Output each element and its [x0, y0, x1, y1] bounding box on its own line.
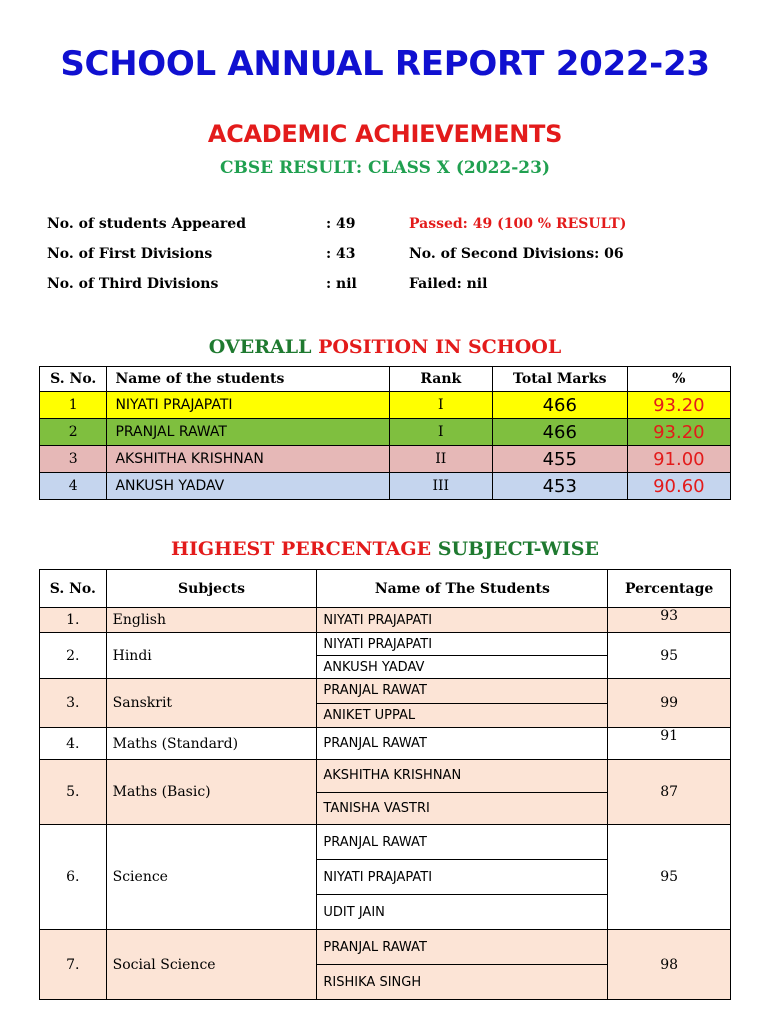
- student-name: NIYATI PRAJAPATI: [317, 608, 607, 632]
- subject-cell: Science: [106, 825, 317, 930]
- serial-number-cell: 2.: [40, 633, 107, 679]
- table-row: [40, 679, 731, 728]
- rank-cell: I: [389, 419, 492, 446]
- table-row: [40, 825, 731, 930]
- percentage-cell: 99: [608, 679, 731, 728]
- percentage-cell: 93: [608, 608, 731, 633]
- student-name: PRANJAL RAWAT: [317, 930, 607, 964]
- column-header: Rank: [389, 367, 492, 392]
- stat-label: No. of students Appeared: [47, 216, 246, 232]
- percentage-cell: 91: [608, 728, 731, 760]
- serial-number-cell: 3: [40, 446, 107, 473]
- table-row: [40, 608, 731, 633]
- column-header: S. No.: [40, 570, 107, 608]
- subject-cell: English: [106, 608, 317, 633]
- heading-part: OVERALL: [208, 336, 319, 358]
- table-header-row: [40, 570, 731, 608]
- column-header: Percentage: [608, 570, 731, 608]
- column-header: Total Marks: [492, 367, 627, 392]
- percentage-cell: 98: [608, 930, 731, 1000]
- total-marks-cell: 453: [492, 473, 627, 500]
- student-name: NIYATI PRAJAPATI: [317, 859, 607, 894]
- stat-label: No. of Third Divisions: [47, 276, 219, 292]
- table-row: [40, 760, 731, 825]
- stat-extra: Failed: nil: [409, 276, 488, 292]
- total-marks-cell: 455: [492, 446, 627, 473]
- table-row: [40, 633, 731, 679]
- subject-cell: Social Science: [106, 930, 317, 1000]
- column-header: S. No.: [40, 367, 107, 392]
- student-name: NIYATI PRAJAPATI: [317, 633, 607, 655]
- percentage-cell: 95: [608, 633, 731, 679]
- student-name: TANISHA VASTRI: [317, 792, 607, 825]
- serial-number-cell: 2: [40, 419, 107, 446]
- stat-value: : nil: [326, 276, 357, 292]
- overall-position-heading: [0, 336, 770, 358]
- result-subtitle: CBSE RESULT: CLASS X (2022-23): [219, 158, 551, 178]
- serial-number-cell: 4.: [40, 728, 107, 760]
- heading-part: SUBJECT-WISE: [437, 538, 599, 560]
- student-names-cell: [317, 728, 608, 760]
- student-names-cell: [317, 930, 608, 1000]
- student-name-cell: NIYATI PRAJAPATI: [107, 392, 389, 419]
- student-names-cell: [317, 825, 608, 930]
- subject-cell: Maths (Standard): [106, 728, 317, 760]
- student-name: PRANJAL RAWAT: [317, 679, 607, 703]
- student-name: ANIKET UPPAL: [317, 703, 607, 728]
- student-names-cell: [317, 679, 608, 728]
- percentage-cell: 95: [608, 825, 731, 930]
- serial-number-cell: 4: [40, 473, 107, 500]
- table-header-row: [40, 367, 731, 392]
- overall-position-table: [39, 366, 731, 500]
- total-marks-cell: 466: [492, 392, 627, 419]
- section-title: ACADEMIC ACHIEVEMENTS: [207, 120, 563, 148]
- serial-number-cell: 7.: [40, 930, 107, 1000]
- stat-value: : 43: [326, 246, 356, 262]
- table-row: [40, 419, 731, 446]
- percentage-cell: 91.00: [627, 446, 730, 473]
- student-name: RISHIKA SINGH: [317, 964, 607, 999]
- total-marks-cell: 466: [492, 419, 627, 446]
- student-name: PRANJAL RAWAT: [317, 825, 607, 859]
- student-names-cell: [317, 760, 608, 825]
- heading-part: HIGHEST PERCENTAGE: [171, 538, 438, 560]
- subject-cell: Hindi: [106, 633, 317, 679]
- table-row: [40, 728, 731, 760]
- subject-wise-table: [39, 569, 731, 1000]
- stat-extra: No. of Second Divisions: 06: [409, 246, 624, 262]
- student-name: UDIT JAIN: [317, 894, 607, 929]
- report-title: SCHOOL ANNUAL REPORT 2022-23: [60, 44, 710, 84]
- table-row: [40, 446, 731, 473]
- serial-number-cell: 1.: [40, 608, 107, 633]
- heading-part: POSITION IN SCHOOL: [318, 336, 562, 358]
- student-name-cell: PRANJAL RAWAT: [107, 419, 389, 446]
- rank-cell: III: [389, 473, 492, 500]
- subject-cell: Maths (Basic): [106, 760, 317, 825]
- student-name: AKSHITHA KRISHNAN: [317, 760, 607, 792]
- column-header: Name of the students: [107, 367, 389, 392]
- subject-cell: Sanskrit: [106, 679, 317, 728]
- table-row: [40, 473, 731, 500]
- serial-number-cell: 3.: [40, 679, 107, 728]
- table-row: [40, 392, 731, 419]
- student-name: ANKUSH YADAV: [317, 655, 607, 678]
- student-name-cell: ANKUSH YADAV: [107, 473, 389, 500]
- stat-extra: Passed: 49 (100 % RESULT): [409, 216, 627, 232]
- column-header: Name of The Students: [317, 570, 608, 608]
- stat-label: No. of First Divisions: [47, 246, 213, 262]
- percentage-cell: 93.20: [627, 419, 730, 446]
- rank-cell: II: [389, 446, 492, 473]
- percentage-cell: 87: [608, 760, 731, 825]
- serial-number-cell: 1: [40, 392, 107, 419]
- table-row: [40, 930, 731, 1000]
- subject-wise-heading: [0, 538, 770, 560]
- student-names-cell: [317, 633, 608, 679]
- rank-cell: I: [389, 392, 492, 419]
- serial-number-cell: 6.: [40, 825, 107, 930]
- student-names-cell: [317, 608, 608, 633]
- percentage-cell: 93.20: [627, 392, 730, 419]
- student-name: PRANJAL RAWAT: [317, 728, 607, 759]
- serial-number-cell: 5.: [40, 760, 107, 825]
- student-name-cell: AKSHITHA KRISHNAN: [107, 446, 389, 473]
- column-header: %: [627, 367, 730, 392]
- stat-value: : 49: [326, 216, 356, 232]
- column-header: Subjects: [106, 570, 317, 608]
- percentage-cell: 90.60: [627, 473, 730, 500]
